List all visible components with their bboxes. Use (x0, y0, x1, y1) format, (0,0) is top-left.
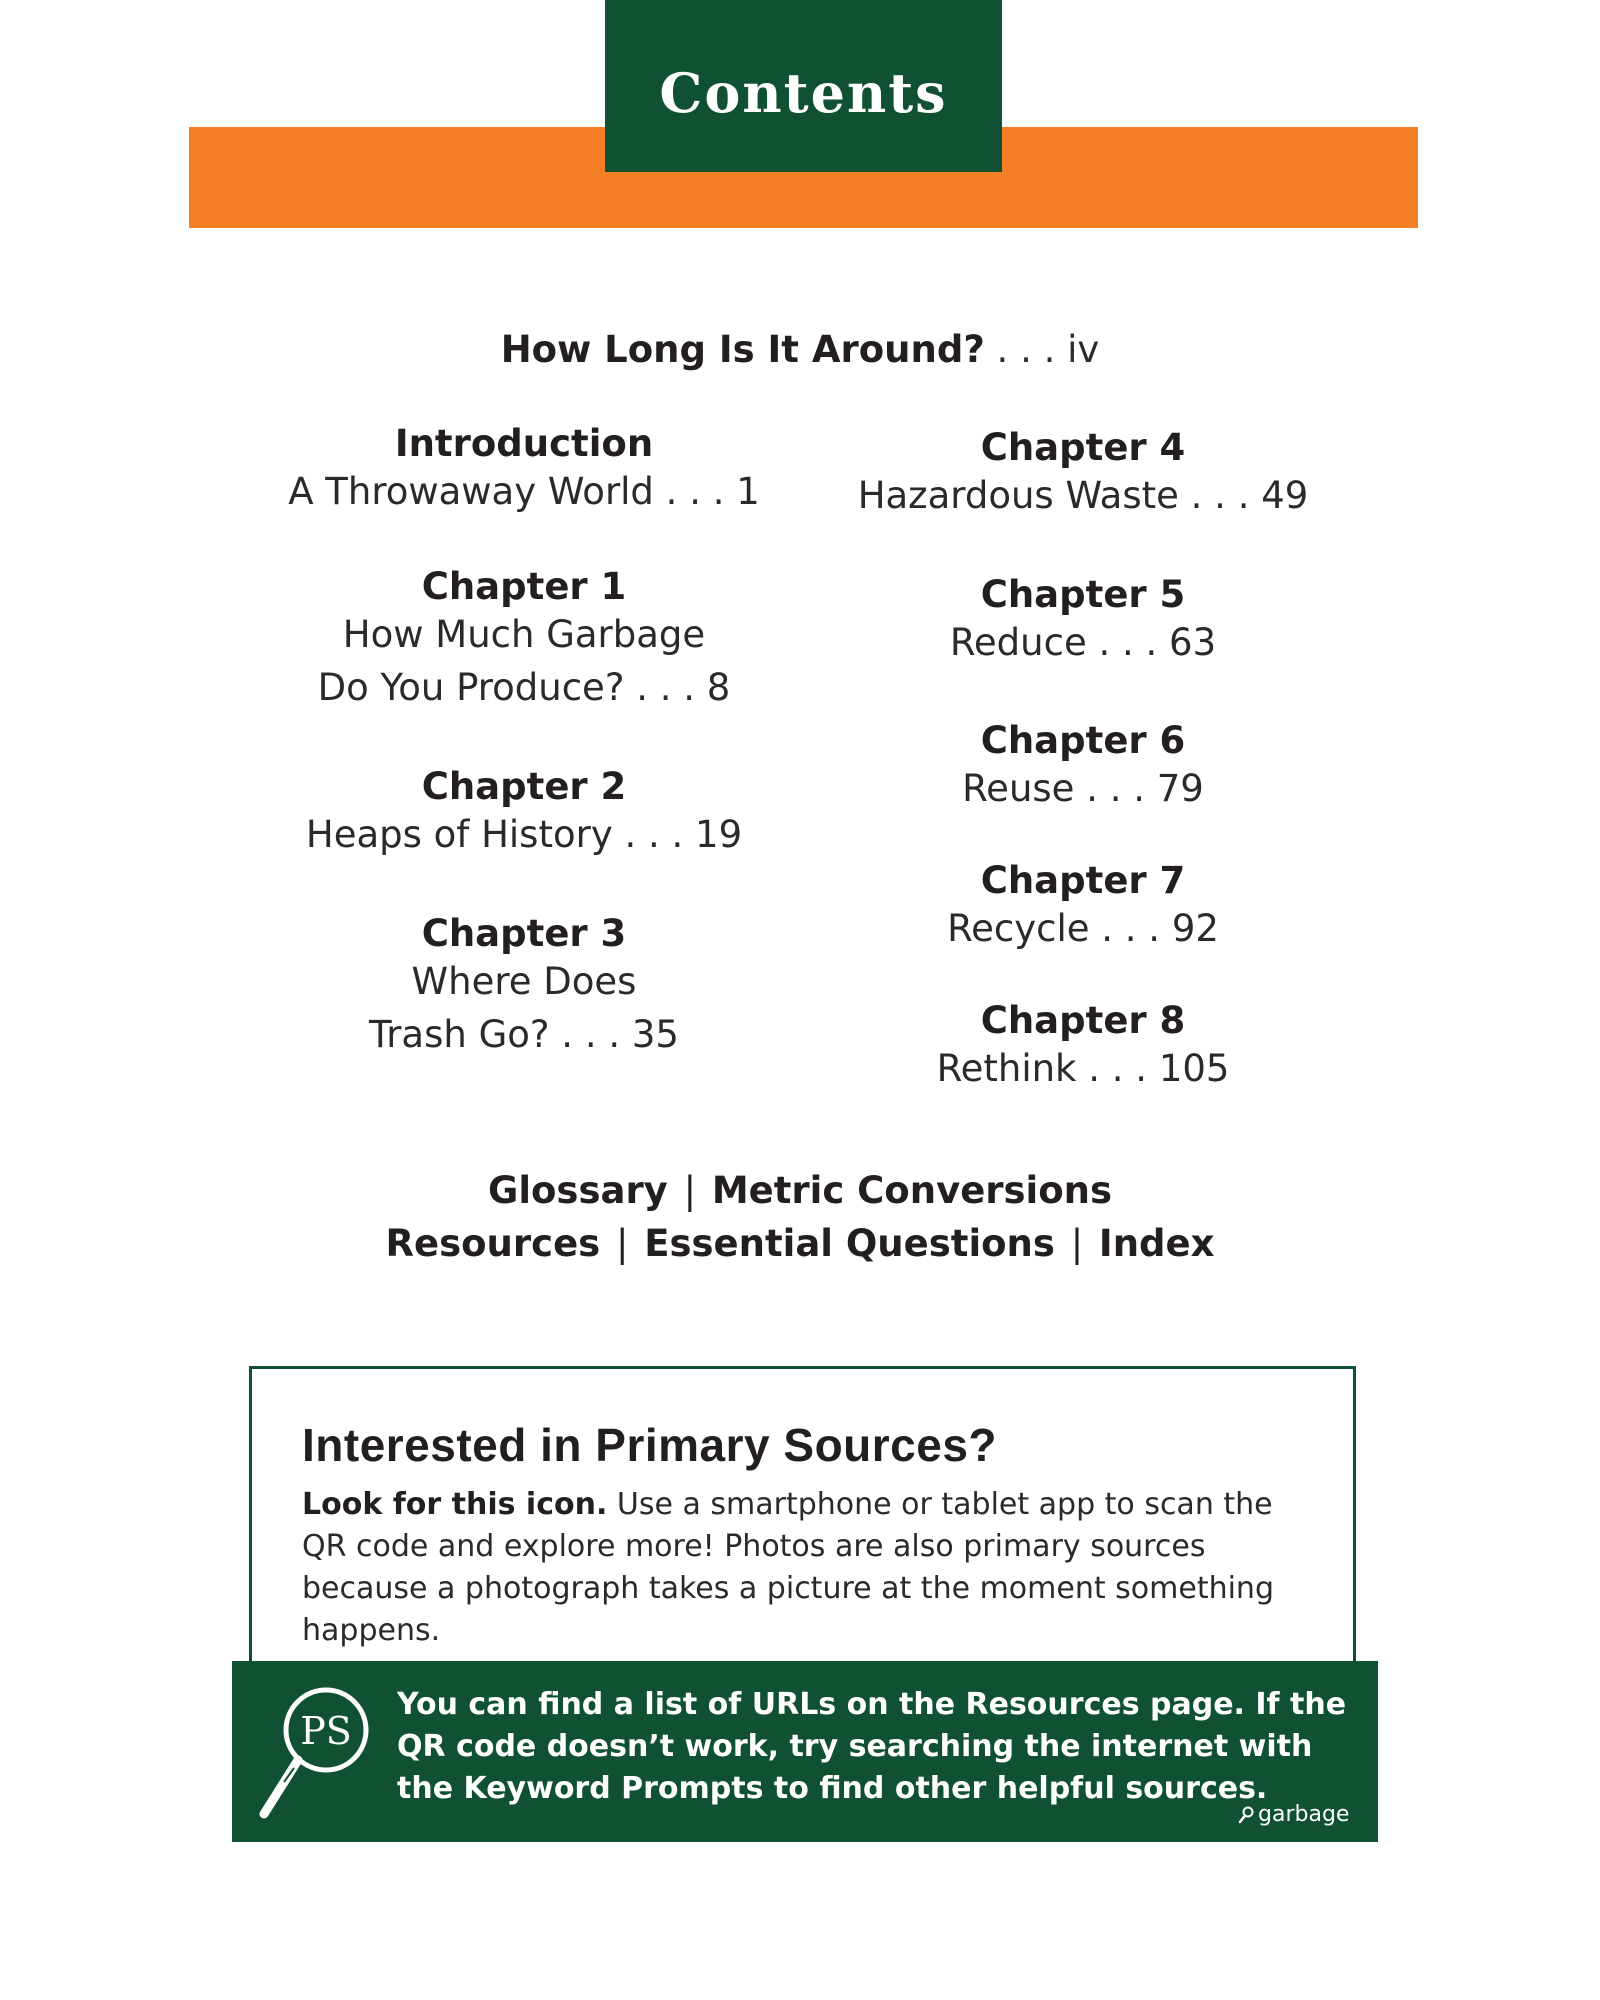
back-matter (0, 1165, 1600, 1270)
back-matter-line-1 (0, 1165, 1600, 1218)
toc-heading: Chapter 4 (980, 426, 1186, 469)
link-index[interactable]: Index (1098, 1221, 1215, 1265)
toc-line: How Much Garbage (342, 613, 706, 657)
separator: | (615, 1221, 629, 1265)
toc-chapter-2[interactable] (224, 765, 824, 862)
link-glossary[interactable]: Glossary (487, 1169, 668, 1212)
toc-heading: Chapter 1 (421, 565, 627, 608)
ps-magnifier-icon (254, 1682, 374, 1832)
back-matter-line-2 (0, 1218, 1600, 1271)
separator: | (1070, 1221, 1084, 1265)
ps-icon-label: PS (300, 1709, 352, 1753)
toc-line: Do You Produce? . . . 8 (317, 665, 731, 709)
preface-label: How Long Is It Around? (500, 328, 985, 371)
toc-heading: Introduction (394, 422, 654, 465)
toc-heading: Chapter 8 (980, 999, 1186, 1042)
toc-heading: Chapter 5 (980, 573, 1186, 616)
link-essential-questions[interactable]: Essential Questions (644, 1221, 1055, 1265)
toc-line: Heaps of History . . . 19 (305, 813, 743, 857)
toc-introduction[interactable] (224, 422, 824, 519)
toc-line: Rethink . . . 105 (936, 1047, 1230, 1091)
toc-line: Trash Go? . . . 35 (369, 1012, 679, 1056)
toc-heading: Chapter 2 (421, 765, 627, 808)
primary-sources-body: Use a smartphone or tablet app to scan the QR code and explore more! Photos are also primary sources because a photograph takes a picture at the moment something happens. (302, 1487, 1274, 1648)
toc-chapter-1[interactable] (224, 565, 824, 714)
search-icon (1238, 1806, 1254, 1824)
toc-line: Reduce . . . 63 (949, 621, 1217, 665)
primary-sources-lead: Look for this icon. (302, 1487, 608, 1522)
toc-line: A Throwaway World . . . 1 (288, 470, 760, 514)
toc-heading: Chapter 3 (421, 912, 627, 955)
toc-line: Reuse . . . 79 (962, 767, 1204, 811)
keyword-text: garbage (1258, 1802, 1350, 1827)
contents-title-box (605, 0, 1002, 172)
link-metric-conversions[interactable]: Metric Conversions (711, 1169, 1113, 1212)
toc-chapter-6[interactable] (783, 719, 1383, 816)
toc-line: Recycle . . . 92 (947, 907, 1219, 951)
toc-chapter-7[interactable] (783, 859, 1383, 956)
page-title: Contents (659, 61, 948, 125)
toc-line: Hazardous Waste . . . 49 (857, 474, 1309, 518)
resources-band-text: You can find a list of URLs on the Resources page. If the QR code doesn’t work, try searching the internet with the Keyword Prompts to find other helpful sources. (397, 1687, 1347, 1806)
keyword-prompt (1238, 1802, 1349, 1827)
toc-chapter-3[interactable] (224, 912, 824, 1061)
toc-chapter-5[interactable] (783, 573, 1383, 670)
toc-heading: Chapter 6 (980, 719, 1186, 762)
preface-entry[interactable] (0, 328, 1600, 372)
link-resources[interactable]: Resources (385, 1221, 601, 1265)
toc-heading: Chapter 7 (980, 859, 1186, 902)
separator: | (683, 1169, 697, 1212)
toc-line: Where Does (411, 960, 637, 1004)
primary-sources-text (302, 1484, 1322, 1652)
preface-page: . . . iv (996, 328, 1100, 371)
toc-chapter-4[interactable] (783, 426, 1383, 523)
toc-chapter-8[interactable] (783, 999, 1383, 1096)
primary-sources-title: Interested in Primary Sources? (302, 1419, 998, 1471)
